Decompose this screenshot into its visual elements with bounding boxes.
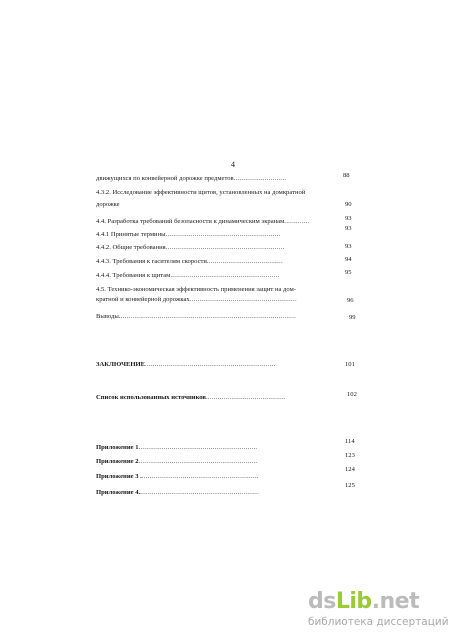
- toc-entry-title: 4.4.1 Принятые термины: [96, 231, 166, 238]
- toc-entry[interactable]: [96, 258, 283, 266]
- page-number: 4: [231, 160, 235, 169]
- toc-entry[interactable]: [96, 189, 305, 197]
- toc-page-number: 93: [345, 243, 352, 250]
- toc-leader-dots: .............................................................: [140, 489, 260, 496]
- toc-leader-dots: ...........................: [233, 175, 287, 182]
- toc-leader-dots: .............: [284, 218, 310, 225]
- toc-entry-title: 4.5. Технико-экономическая эффективность применения защит на дом-: [96, 286, 296, 293]
- toc-entry[interactable]: [96, 296, 297, 304]
- toc-entry[interactable]: [96, 272, 279, 280]
- toc-entry[interactable]: [96, 244, 285, 252]
- toc-leader-dots: ...........................................................................................: [118, 313, 297, 320]
- toc-page-number: 99: [349, 314, 356, 321]
- toc-entry[interactable]: [96, 444, 257, 452]
- toc-leader-dots: .......................................................: [189, 296, 297, 303]
- toc-page-number: 124: [345, 466, 355, 473]
- toc-entry-title: 4.3.2. Исследование эффективности щитов, установленных на домкратной: [96, 189, 306, 196]
- toc-entry-title: дорожке: [96, 201, 120, 208]
- toc-entry-title: Приложение 1: [96, 444, 139, 451]
- toc-leader-dots: .............................................................: [138, 444, 258, 451]
- toc-entry[interactable]: [96, 286, 296, 294]
- toc-entry-title: Выводы: [96, 313, 119, 320]
- toc-entry[interactable]: [96, 473, 259, 481]
- toc-entry[interactable]: [96, 313, 296, 321]
- toc-leader-dots: ............................................................: [141, 473, 259, 480]
- toc-entry-title: Приложение 4.: [96, 489, 141, 496]
- toc-entry-title: 4.4. Разработка требований безопасности к динамическим экранам: [96, 218, 285, 225]
- toc-entry[interactable]: [96, 489, 259, 497]
- toc-page-number: 95: [345, 269, 352, 276]
- toc-entry-title: 4.4.4. Требования к щитам: [96, 272, 171, 279]
- toc-entry[interactable]: [96, 361, 276, 369]
- toc-entry-title: 4.4.3. Требования к гасителям скорости: [96, 258, 207, 265]
- toc-leader-dots: .........................................: [205, 394, 286, 401]
- toc-entry-title: 4.4.2. Общие требования: [96, 244, 166, 251]
- toc-entry[interactable]: [96, 231, 281, 239]
- toc-entry-title: Приложение 2: [96, 458, 139, 465]
- toc-page-number: 101: [345, 361, 355, 368]
- toc-page-number: 123: [345, 452, 355, 459]
- dslib-watermark[interactable]: [308, 589, 449, 631]
- toc-leader-dots: ...........................................................: [165, 231, 281, 238]
- toc-leader-dots: ...................................................................: [145, 361, 276, 368]
- toc-entry[interactable]: [96, 218, 310, 226]
- toc-leader-dots: .............................................................: [138, 458, 258, 465]
- toc-page-number: 90: [345, 201, 352, 208]
- toc-entry[interactable]: [96, 458, 257, 466]
- toc-entry-title: Список использованных источников: [96, 394, 206, 401]
- toc-page-number: 88: [343, 172, 350, 179]
- toc-entry[interactable]: [96, 201, 120, 209]
- toc-leader-dots: .............................................................: [165, 244, 285, 251]
- toc-entry[interactable]: [96, 175, 286, 183]
- toc-entry-title: Приложение 3 .: [96, 473, 142, 480]
- toc-page-number: 93: [345, 215, 352, 222]
- toc-leader-dots: .......................................: [206, 258, 283, 265]
- toc-leader-dots: ........................................................: [170, 272, 280, 279]
- toc-page-number: 93: [345, 225, 352, 232]
- dslib-logo: dsLib.net: [308, 589, 420, 614]
- toc-entry-title: движущихся по конвейерной дорожке предметов: [96, 175, 234, 182]
- toc-page-number: 114: [345, 438, 355, 445]
- toc-page-number: 125: [345, 482, 355, 489]
- toc-entry-title: кратной и конвейерной дорожках: [96, 296, 190, 303]
- toc-entry-title: ЗАКЛЮЧЕНИЕ: [96, 361, 146, 368]
- dslib-subtitle: библиотека диссертаций: [308, 616, 449, 628]
- toc-page-number: 94: [345, 256, 352, 263]
- toc-entry[interactable]: [96, 394, 286, 402]
- toc-page-number: 102: [347, 391, 357, 398]
- toc-page-number: 96: [347, 297, 354, 304]
